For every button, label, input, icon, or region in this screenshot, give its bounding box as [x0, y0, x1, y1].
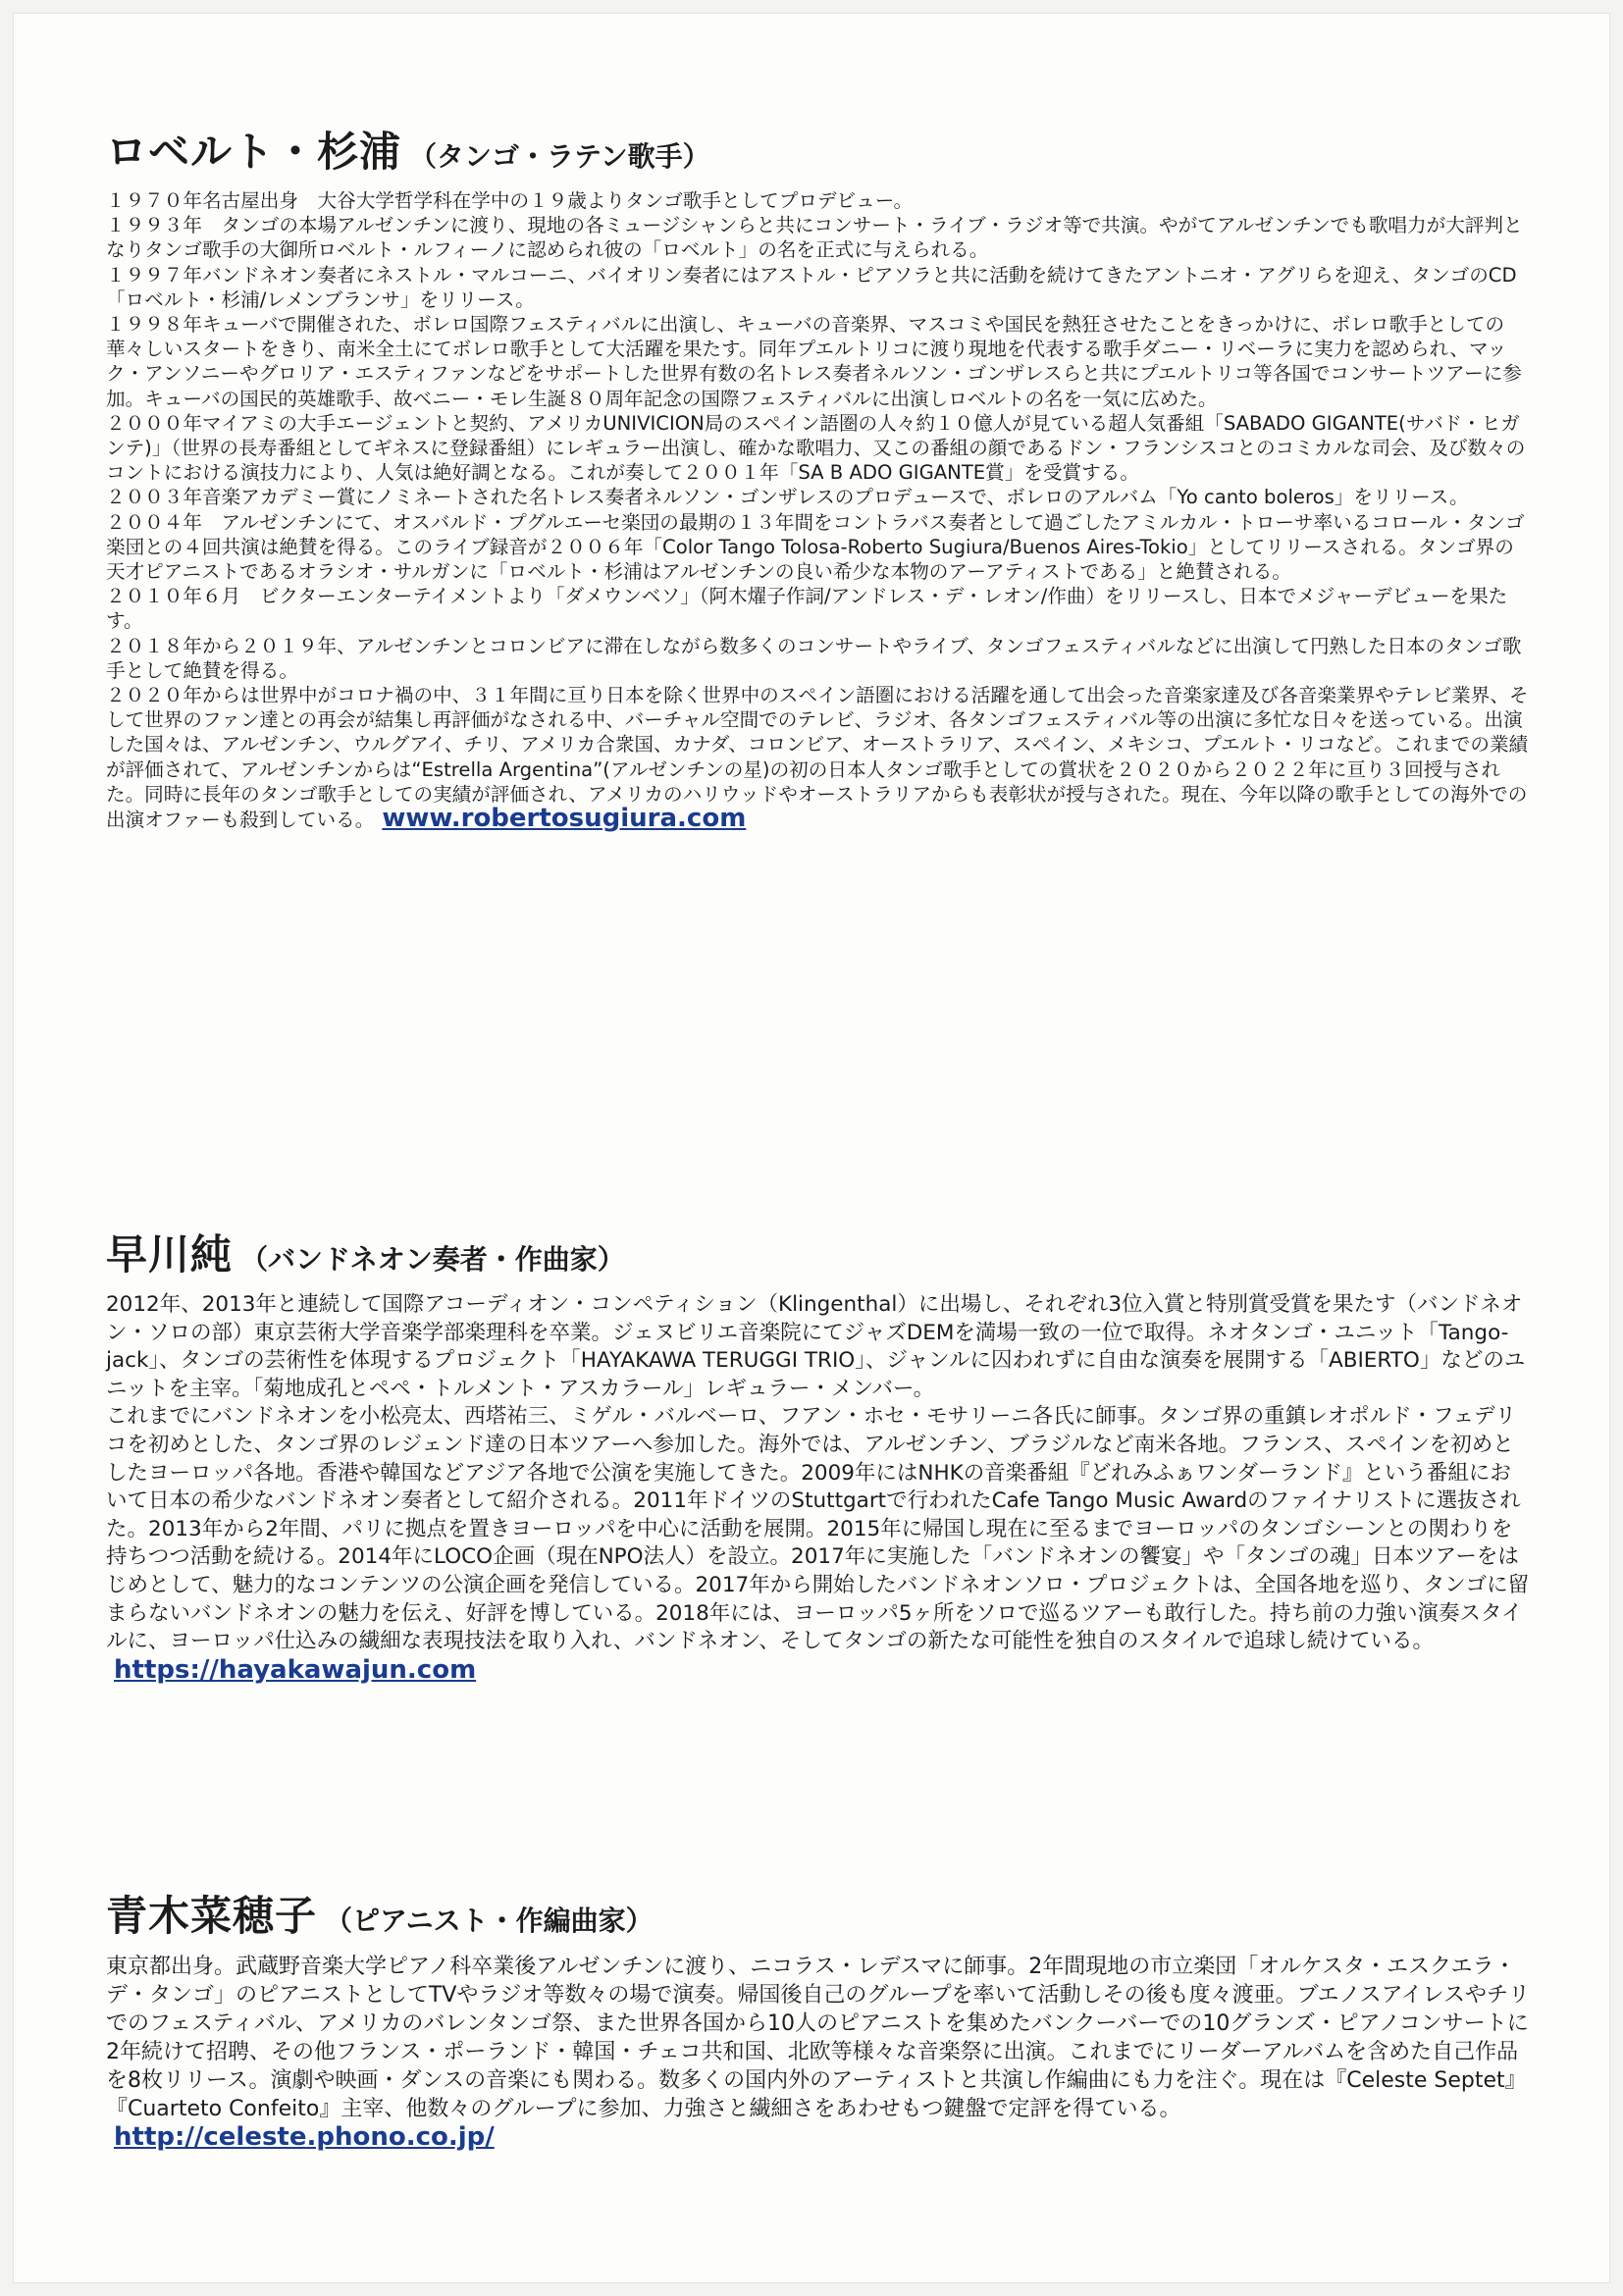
bio-paragraph: ２０００年マイアミの大手エージェントと契約、アメリカUNIVICION局のスペイン語圏の人々約１０億人が見ている超人気番組「SABADO GIGANTE(サバド・ヒガンテ)」（世界の長寿番組としてギネスに登録番組）にレギュラー出演し、確かな歌唱力、又この番組の顔であるドン・フランシスコとのコミカルな司会、及び数々のコントにおける演技力により、人気は絶好調となる。これが奏して２００１年「SA B ADO GIGANTE賞」を受賞する。 — [106, 411, 1526, 485]
biography — [106, 1953, 1531, 2153]
biography — [106, 1291, 1531, 1686]
biography — [106, 188, 1531, 832]
bio-paragraph-last — [106, 1403, 1531, 1686]
profile-roberto-sugiura — [106, 120, 1531, 832]
artist-name: ロベルト・杉浦 — [106, 128, 402, 176]
bio-paragraph: ２０１０年６月 ビクターエンターテイメントより「ダメウンベソ」（阿木燿子作詞/アンドレス・デ・レオン/作曲）をリリースし、日本でメジャーデビューを果たす。 — [106, 585, 1508, 633]
artist-role: （ピアニスト・作編曲家） — [325, 1905, 654, 1937]
document-page — [14, 14, 1609, 2282]
bio-text: 東京都出身。武蔵野音楽大学ピアノ科卒業後アルゼンチンに渡り、ニコラス・レデスマに師事。2年間現地の市立楽団「オルケスタ・エスクエラ・デ・タンゴ」のピアニストとしてTVやラジオ等数々の場で演奏。帰国後自己のグループを率いて活動しその後も度々渡亜。ブエノスアイレスやチリでのフェスティバル、アメリカのバレンタンゴ祭、また世界各国から10人のピアニストを集めたバンクーバーでの10グランズ・ピアノコンサートに2年続けて招聘、その他フランス・ポーランド・韓国・チェコ共和国、北欧等様々な音楽祭に出演。これまでにリーダーアルバムを含めた自己作品を8枚リリース。演劇や映画・ダンスの音楽にも関わる。数多くの国内外のアーティストと共演し作編曲にも力を注ぐ。現在は『Celeste Septet』『Cuarteto Confeito』主宰、他数々のグループに参加、力強さと繊細さをあわせもつ鍵盤で定評を得ている。 — [106, 1955, 1531, 2121]
profile-heading — [106, 1884, 1531, 1943]
bio-paragraph: １９９８年キューバで開催された、ボレロ国際フェスティバルに出演し、キューバの音楽界、マスコミや国民を熱狂させたことをきっかけに、ボレロ歌手としての華々しいスタートをきり、南米全土にてボレロ歌手として大活躍を果たす。同年プエルトリコに渡り現地を代表する歌手ダニー・リベーラに実力を認められ、マック・アンソニーやグロリア・エスティファンなどをサポートした世界有数の名トレス奏者ネルソン・ゴンザレスらと共にプエルトリコ等各国でコンサートツアーに参加。キューバの国民的英雄歌手、故ベニー・モレ生誕８０周年記念の国際フェスティバルに出演しロベルトの名を一気に広めた。 — [106, 313, 1522, 410]
profile-jun-hayakawa — [106, 1223, 1531, 1686]
bio-text: ２０２０年からは世界中がコロナ禍の中、３１年間に亘り日本を除く世界中のスペイン語圏における活躍を通して出会った音楽家達及び各音楽業界やテレビ業界、そして世界のファン達との再会が結集し再評価がなされる中、バーチャル空間でのテレビ、ラジオ、各タンゴフェスティバル等の出演に多忙な日々を送っている。出演した国々は、アルゼンチン、ウルグアイ、チリ、アメリカ合衆国、カナダ、コロンビア、オーストラリア、スペイン、メキシコ、プエルト・リコなど。これまでの業績が評価されて、アルゼンチンからは“Estrella Argentina”(アルゼンチンの星)の初の日本人タンゴ歌手としての賞状を２０２０から２０２２年に亘り３回授与された。同時に長年のタンゴ歌手としての実績が評価され、アメリカのハリウッドやオーストラリアからも表彰状が授与された。現在、今年以降の歌手としての海外での出演オファーも殺到している。 — [106, 684, 1529, 832]
bio-paragraph-last — [106, 683, 1531, 832]
website-link[interactable]: http://celeste.phono.co.jp/ — [114, 2122, 495, 2152]
artist-name: 早川純 — [106, 1230, 234, 1278]
bio-paragraph: ２００３年音楽アカデミー賞にノミネートされた名トレス奏者ネルソン・ゴンザレスのプロデュースで、ボレロのアルバム「Yo canto boleros」をリリース。 — [106, 486, 1469, 509]
profile-heading — [106, 1223, 1531, 1281]
artist-role: （バンドネオン奏者・作曲家） — [240, 1243, 625, 1276]
website-link[interactable]: https://hayakawajun.com — [114, 1654, 477, 1685]
bio-paragraph: １９９３年 タンゴの本場アルゼンチンに渡り、現地の各ミュージシャンらと共にコンサート・ライブ・ラジオ等で共演。やがてアルゼンチンでも歌唱力が大評判となりタンゴ歌手の大御所ロベルト・ルフィーノに認められ彼の「ロベルト」の名を正式に与えられる。 — [106, 214, 1523, 262]
bio-paragraph: １９７０年名古屋出身 大谷大学哲学科在学中の１９歳よりタンゴ歌手としてプロデビュー。 — [106, 189, 914, 212]
bio-text: これまでにバンドネオンを小松亮太、西塔祐三、ミゲル・バルベーロ、フアン・ホセ・モサリーニ各氏に師事。タンゴ界の重鎮レオポルド・フェデリコを初めとした、タンゴ界のレジェンド達の日本ツアーへ参加した。海外では、アルゼンチン、ブラジルなど南米各地。フランス、スペインを初めとしたヨーロッパ各地。香港や韓国などアジア各地で公演を実施してきた。2009年にはNHKの音楽番組『どれみふぁワンダーランド』という番組において日本の希少なバンドネオン奏者として紹介される。2011年ドイツのStuttgartで行われたCafe Tango Music Awardのファイナリストに選抜された。2013年から2年間、パリに拠点を置きヨーロッパを中心に活動を展開。2015年に帰国し現在に至るまでヨーロッパのタンゴシーンとの関わりを持ちつつ活動を続ける。2014年にLOCO企画（現在NPO法人）を設立。2017年に実施した「バンドネオンの饗宴」や「タンゴの魂」日本ツアーをはじめとして、魅力的なコンテンツの公演企画を発信している。2017年から開始したバンドネオンソロ・プロジェクトは、全国各地を巡り、タンゴに留まらないバンドネオンの魅力を伝え、好評を博している。2018年には、ヨーロッパ5ヶ所をソロで巡るツアーも敢行した。持ち前の力強い演奏スタイルに、ヨーロッパ仕込みの繊細な表現技法を取り入れ、バンドネオン、そしてタンゴの新たな可能性を独自のスタイルで追球し続けている。 — [106, 1404, 1530, 1654]
profile-nahoko-aoki — [106, 1884, 1531, 2153]
profile-heading — [106, 120, 1531, 179]
bio-paragraph: ２００４年 アルゼンチンにて、オスバルド・プグルエーセ楽団の最期の１３年間をコントラバス奏者として過ごしたアミルカル・トローサ率いるコロール・タンゴ楽団との４回共演は絶賛を得る。このライブ録音が２００６年「Color Tango Tolosa-Roberto Sugiura/Buenos Aires-Tokio」としてリリースされる。タンゴ界の天才ピアニストであるオラシオ・サルガンに「ロベルト・杉浦はアルゼンチンの良い希少な本物のアーアティストである」と絶賛される。 — [106, 510, 1525, 584]
bio-paragraph-last — [106, 1953, 1531, 2153]
artist-name: 青木菜穂子 — [106, 1892, 318, 1940]
bio-paragraph: １９９７年バンドネオン奏者にネストル・マルコーニ、バイオリン奏者にはアストル・ピアソラと共に活動を続けてきたアントニオ・アグリらを迎え、タンゴのCD「ロベルト・杉浦/レメンブランサ」をリリース。 — [106, 263, 1517, 311]
website-link[interactable]: www.robertosugiura.com — [382, 804, 747, 834]
bio-paragraph: 2012年、2013年と連続して国際アコーディオン・コンペティション（Klingenthal）に出場し、それぞれ3位入賞と特別賞受賞を果たす（バンドネオン・ソロの部）東京芸術大学音楽学部楽理科を卒業。ジェヌビリエ音楽院にてジャズDEMを満場一致の一位で取得。ネオタンゴ・ユニット「Tango-jack」、タンゴの芸術性を体現するプロジェクト「HAYAKAWA TERUGGI TRIO」、ジャンルに囚われずに自由な演奏を展開する「ABIERTO」などのユニットを主宰。「菊地成孔とペペ・トルメント・アスカラール」レギュラー・メンバー。 — [106, 1292, 1526, 1401]
artist-role: （タンゴ・ラテン歌手） — [409, 140, 710, 173]
bio-paragraph: ２０１８年から２０１９年、アルゼンチンとコロンビアに滞在しながら数多くのコンサートやライブ、タンゴフェスティバルなどに出演して円熟した日本のタンゴ歌手として絶賛を得る。 — [106, 634, 1522, 682]
